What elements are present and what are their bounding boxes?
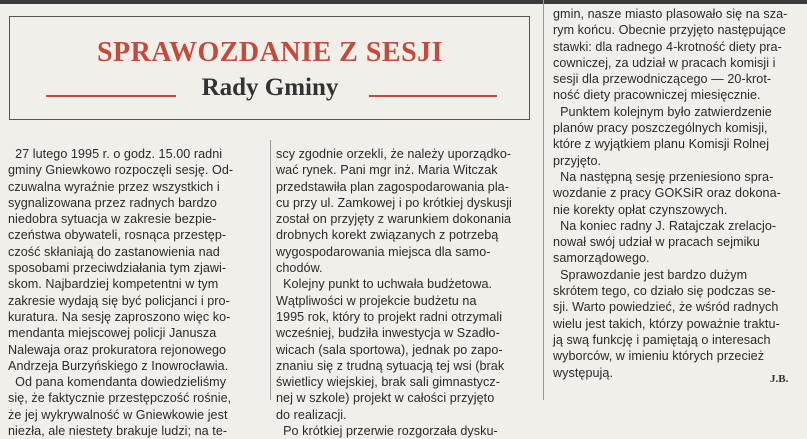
column-divider-2 — [543, 0, 544, 400]
text-column-1: 27 lutego 1995 r. o godz. 15.00 radni gminy Gniewkowo rozpoczęli sesję. Od- czuwalna wyraźnie przez wszystkich i sygnalizowana przez radnych bardzo niedobra sytuacja w zakresie bezpie- czeństwa obywateli, rosnąca przestęp- czość skłaniają do zastanowienia nad sposobami przeciwdziałania tym zjawi- skom. Najbardziej kompetentni w tym zakresie wydają się być policjanci i pro- kuratura. Na sesję zaproszono więc ko- mendanta miejscowej policji Janusza Nalewaja oraz prokuratora rejonowego Andrzeja Burzyńskiego z Inowrocławia. Od pana komendanta dowiedzieliśmy się, że faktycznie przestępczość rośnie, że jej wykrywalność w Gniewkowie jest niezła, ale niestety brakuje ludzi; na te- — [8, 147, 234, 439]
top-border — [0, 0, 807, 4]
article-title: SPRAWOZDANIE Z SESJI — [96, 37, 444, 68]
article-subtitle: Rady Gminy — [201, 74, 339, 101]
text-column-3: gmin, nasze miasto plasowało się na sza- rym końcu. Obecnie przyjęto następujące stawki: dla radnego 4-krotność diety pra- cowniczej, za udział w pracach komisji i sesji dla przewodniczącego — 20-krot- ność diety pracowniczej miesięcznie. Punktem kolejnym było zatwierdzenie planów pracy poszczególnych komisji, które z wyjątkiem planu Komisji Rolnej przyjęto. Na następną sesję przeniesiono spra- wozdanie z pracy GOKSiR oraz dokona- nie korekty opłat czynszowych. Na koniec radny J. Ratajczak zrelacjo- nował swój udział w pracach sejmiku samorządowego. Sprawozdanie jest bardzo dużym skrótem tego, co działo się podczas se- sji. Warto powiedzieć, że wśród radnych wielu jest takich, którzy poważnie traktu- ją swą funkcję i pamiętają o interesach wyborców, w imieniu których przecież występują. — [553, 7, 788, 380]
author-signature: J.B. — [770, 373, 789, 385]
text-column-2: scy zgodnie orzekli, że należy uporządko- wać rynek. Pani mgr inż. Maria Witczak przedstawiła plan zagospodarowania pla- cu przy ul. Zamkowej i po krótkiej dyskusji został on przyjęty z warunkiem dokonania drobnych korekt związanych z potrzebą wygospodarowania miejsca dla samo- chodów. Kolejny punkt to uchwała budżetowa. Wątpliwości w projekcie budżetu na 1995 rok, który to projekt radni otrzymali wcześniej, budziła inwestycja w Szadło- wicach (sala sportowa), jednak po zapo- znaniu się z trudną sytuacją tej wsi (brak świetlicy wiejskiej, brak sali gimnastycz- nej w szkole) projekt w całości przyjęto do realizacji. Po krótkiej przerwie rozgorzała dysku- — [276, 147, 512, 439]
column-divider-1 — [270, 140, 271, 400]
headline-frame — [9, 16, 530, 120]
